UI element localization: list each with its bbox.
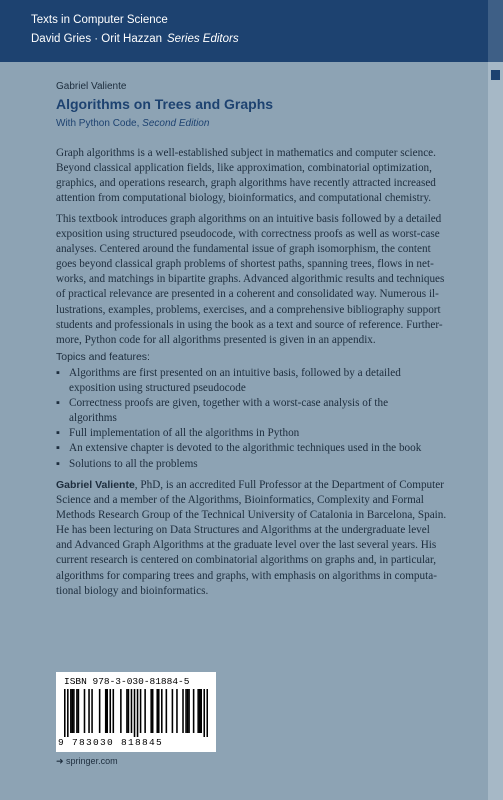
barcode-bar xyxy=(78,689,80,733)
text-line: students and professionals in using the book as a text and source of reference. Further- xyxy=(56,318,443,331)
barcode-bar xyxy=(84,689,86,733)
barcode-bar xyxy=(109,689,111,733)
barcode-bar xyxy=(67,689,69,737)
text-line: tional biology and bioinformatics. xyxy=(56,584,209,597)
text-line: Beyond classical application fields, like approximation, combinatorial optimization, xyxy=(56,162,432,175)
bullet-icon: ▪ xyxy=(56,442,60,455)
description-paragraph xyxy=(56,212,466,348)
text-line: attention from computational biology, bioinformatics, and computational chemistry. xyxy=(56,192,432,205)
publisher-url-text: springer.com xyxy=(66,756,118,766)
barcode-bar xyxy=(126,689,128,733)
arrow-icon: ➜ xyxy=(56,756,67,766)
text-line: analyses. Centered around the fundamental issue of graph isomorphism, the content xyxy=(56,243,431,256)
series-editors-names: David Gries · Orit Hazzan xyxy=(31,33,163,45)
spine-stripe xyxy=(488,0,503,800)
barcode-bar xyxy=(188,689,190,733)
text-line: Solutions to all the problems xyxy=(69,457,198,470)
bio-first-line: , PhD, is an accredited Full Professor at the Department of Computer xyxy=(134,479,444,491)
topic-item xyxy=(56,426,476,441)
barcode-bar xyxy=(150,689,152,733)
barcode-bar xyxy=(158,689,160,733)
series-header xyxy=(0,0,488,62)
barcode-bar xyxy=(197,689,199,733)
intro-paragraph xyxy=(56,146,466,206)
barcode-bar xyxy=(185,689,187,733)
barcode-bar xyxy=(193,689,195,733)
ean-digits: 9 783030 818845 xyxy=(58,737,164,748)
author-name: Gabriel Valiente xyxy=(56,81,127,92)
bullet-icon: ▪ xyxy=(56,367,60,379)
text-line xyxy=(56,478,466,493)
text-line: exposition using structured pseudocode xyxy=(69,382,246,395)
barcode-icon xyxy=(64,689,208,737)
edition-text: Second Edition xyxy=(142,118,210,129)
series-editors-role: Series Editors xyxy=(167,33,239,45)
book-subtitle xyxy=(56,118,209,129)
barcode-bar xyxy=(99,689,101,733)
text-line: Graph algorithms is a well-established subject in mathematics and computer science. xyxy=(56,147,436,159)
series-editors xyxy=(31,33,239,45)
barcode-bar xyxy=(64,689,66,737)
text-line: current research is centered on combinatorial algorithms on graphs and, in particular, xyxy=(56,554,437,567)
barcode-bar xyxy=(113,689,115,733)
barcode-bar xyxy=(120,689,122,733)
text-line: Algorithms are first presented on an intuitive basis, followed by a detailed xyxy=(69,367,401,379)
subtitle-text: With Python Code, xyxy=(56,118,140,129)
text-line: algorithms xyxy=(69,412,117,425)
bullet-icon: ▪ xyxy=(56,457,60,470)
barcode-bar xyxy=(161,689,163,733)
topic-item xyxy=(56,457,476,472)
barcode-bar xyxy=(128,689,130,733)
barcode-bar xyxy=(172,689,174,733)
publisher-url xyxy=(56,756,118,767)
barcode-bar xyxy=(144,689,146,733)
text-line: exposition using structured pseudocode, with correctness proofs as well as worst-case xyxy=(56,228,440,241)
barcode-bar xyxy=(199,689,201,733)
spine-mark xyxy=(491,70,500,80)
topic-item xyxy=(56,396,476,426)
barcode-bar xyxy=(200,689,202,733)
barcode-bar xyxy=(166,689,168,733)
text-line: Full implementation of all the algorithms in Python xyxy=(69,427,300,440)
text-line: Methods Research Group of the Technical University of Catalonia in Barcelona, Spain. xyxy=(56,509,447,522)
text-line: Correctness proofs are given, together with a worst-case analysis of the xyxy=(69,397,389,410)
text-line: This textbook introduces graph algorithms on an intuitive basis followed by a detailed xyxy=(56,213,442,225)
author-bio xyxy=(56,478,466,599)
bullet-icon: ▪ xyxy=(56,427,60,440)
text-line: of practical relevance are presented in a coherent and consolidated way. Numerous il- xyxy=(56,288,439,301)
text-line: goes beyond classical graph problems of shortest paths, spanning trees, flows in net- xyxy=(56,258,434,271)
barcode-bar xyxy=(105,689,107,733)
isbn-label: ISBN 978-3-030-81884-5 xyxy=(64,676,190,687)
text-line: An extensive chapter is devoted to the algorithmic techniques used in the book xyxy=(69,442,422,455)
barcode-bar xyxy=(91,689,93,733)
barcode-bar xyxy=(206,689,208,737)
bio-author-name: Gabriel Valiente xyxy=(56,479,135,491)
barcode-bar xyxy=(73,689,75,733)
barcode-bar xyxy=(187,689,189,733)
bullet-icon: ▪ xyxy=(56,397,60,410)
text-line: Science and a member of the Algorithms, Bioinformatics, Complexity and Formal xyxy=(56,494,424,507)
book-title: Algorithms on Trees and Graphs xyxy=(56,96,274,112)
barcode-bar xyxy=(106,689,108,733)
topics-list xyxy=(56,366,476,472)
isbn-barcode xyxy=(56,672,216,752)
series-title: Texts in Computer Science xyxy=(31,14,168,26)
barcode-bar xyxy=(88,689,90,733)
barcode-bar xyxy=(76,689,78,733)
spine-corner xyxy=(488,0,503,62)
topic-item xyxy=(56,441,476,456)
barcode-bar xyxy=(140,689,142,733)
text-line: algorithms for comparing trees and graphs, with emphasis on algorithms in computa- xyxy=(56,569,437,582)
text-line: and Advanced Graph Algorithms at the graduate level over the last several years. His xyxy=(56,539,437,552)
barcode-bar xyxy=(131,689,133,733)
barcode-bar xyxy=(70,689,72,733)
barcode-bar xyxy=(156,689,158,733)
barcode-bar xyxy=(137,689,139,737)
barcode-bar xyxy=(176,689,178,733)
topic-item xyxy=(56,366,476,396)
topics-heading: Topics and features: xyxy=(56,351,150,363)
barcode-bar xyxy=(72,689,74,733)
barcode-bar xyxy=(182,689,184,733)
barcode-bar xyxy=(203,689,205,737)
barcode-bar xyxy=(134,689,136,737)
text-line: lustrations, examples, problems, exercises, and a comprehensive bibliography support xyxy=(56,303,441,316)
text-line: works, and matchings in bipartite graphs. Advanced algorithmic results and techniques xyxy=(56,273,445,286)
text-line: more, Python code for all algorithms presented is given in an appendix. xyxy=(56,333,376,346)
barcode-bar xyxy=(152,689,154,733)
text-line: He has been lecturing on Data Structures and Algorithms at the undergraduate level xyxy=(56,524,430,537)
text-line: graphics, and operations research, graph algorithms have recently attracted increased xyxy=(56,177,436,190)
